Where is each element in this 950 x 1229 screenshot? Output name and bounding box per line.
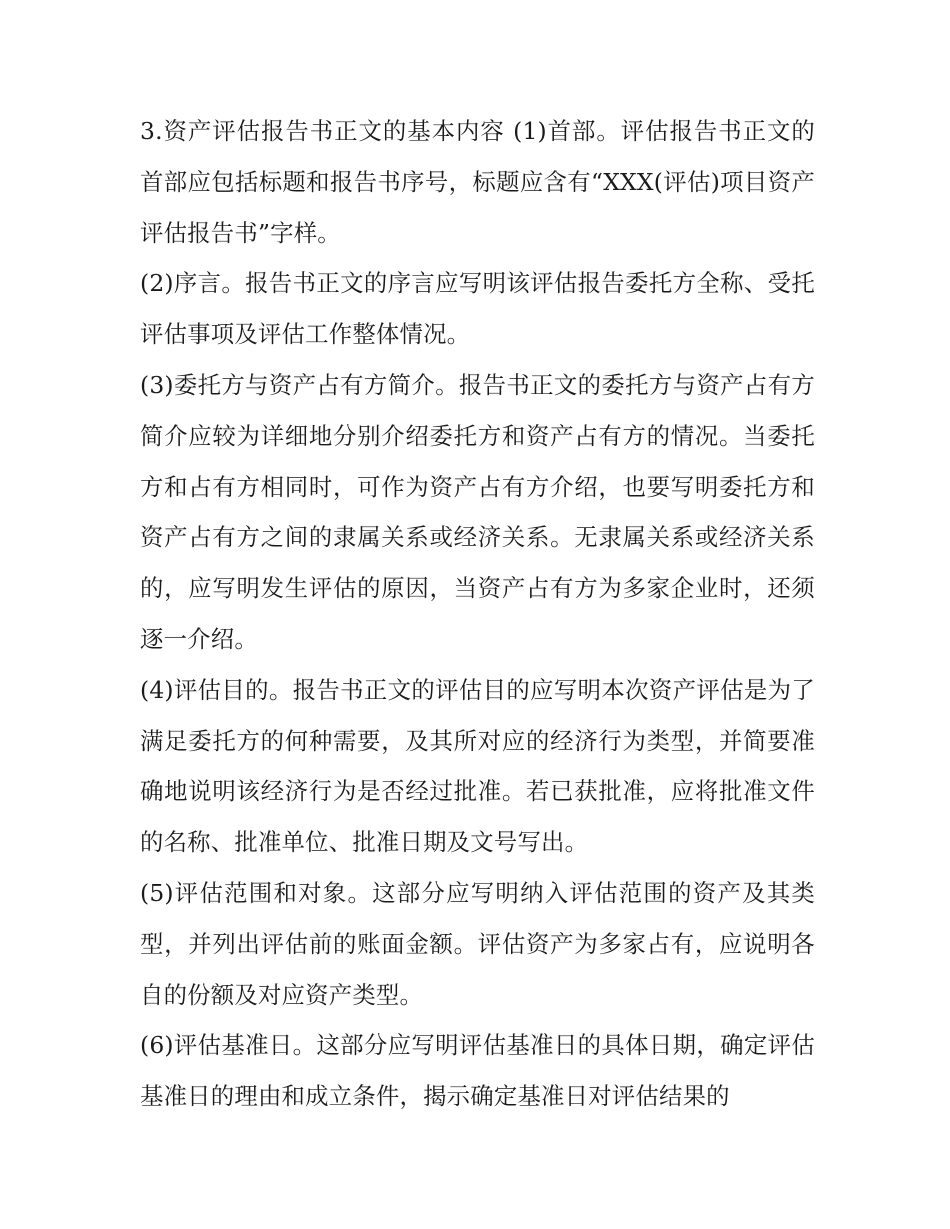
- paragraph-reference-date: (6)评估基准日。这部分应写明评估基准日的具体日期，确定评估基准日的理由和成立条件，揭示确定基准日对评估结果的: [140, 1031, 815, 1111]
- paragraph-evaluation-scope: (5)评估范围和对象。这部分应写明纳入评估范围的资产及其类型，并列出评估前的账面金额。评估资产为多家占有，应说明各自的份额及对应资产类型。: [140, 878, 815, 1009]
- document-body: [140, 106, 815, 1122]
- paragraph-client-introduction: (3)委托方与资产占有方简介。报告书正文的委托方与资产占有方简介应较为详细地分别介绍委托方和资产占有方的情况。当委托方和占有方相同时，可作为资产占有方介绍，也要写明委托方和资产占有方之间的隶属关系或经济关系。无隶属关系或经济关系的，应写明发生评估的原因，当资产占有方为多家企业时，还须逐一介绍。: [140, 370, 815, 653]
- paragraph-preface: (2)序言。报告书正文的序言应写明该评估报告委托方全称、受托评估事项及评估工作整体情况。: [140, 269, 815, 349]
- paragraph-evaluation-purpose: (4)评估目的。报告书正文的评估目的应写明本次资产评估是为了满足委托方的何种需要，及其所对应的经济行为类型，并简要准确地说明该经济行为是否经过批准。若已获批准，应将批准文件的名称、批准单位、批准日期及文号写出。: [140, 675, 815, 857]
- paragraph-basic-content-header: 3.资产评估报告书正文的基本内容 (1)首部。评估报告书正文的首部应包括标题和报告书序号，标题应含有“XXX(评估)项目资产评估报告书”字样。: [140, 117, 815, 247]
